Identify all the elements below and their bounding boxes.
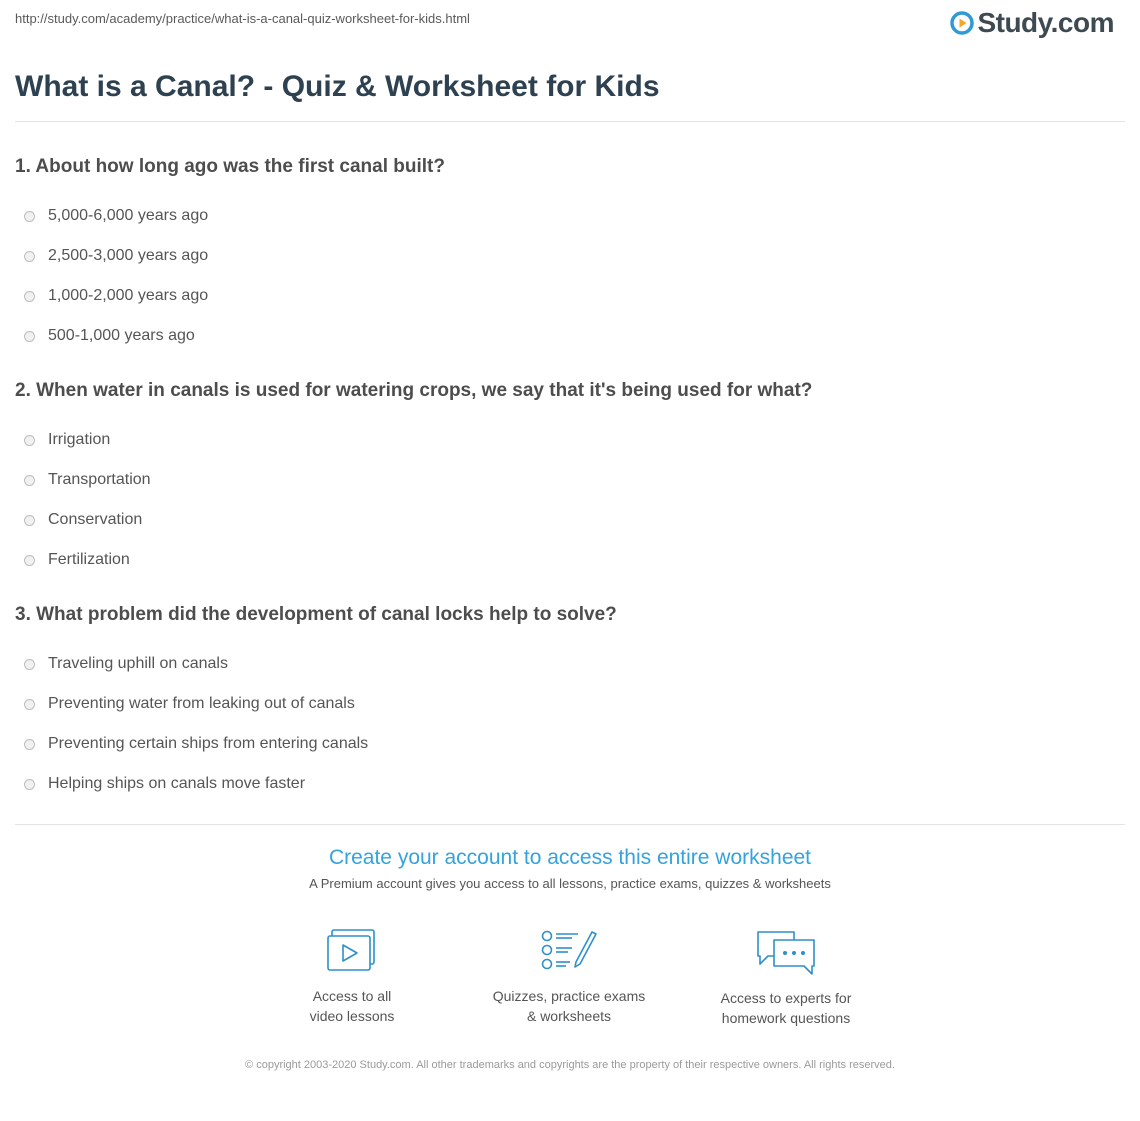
- answer-option[interactable]: [15, 764, 1125, 804]
- question-3: [15, 602, 1125, 804]
- answer-option[interactable]: [15, 724, 1125, 764]
- chat-experts-icon: [754, 928, 818, 976]
- answer-label: Helping ships on canals move faster: [48, 775, 306, 792]
- answer-label: Preventing water from leaking out of canals: [48, 695, 355, 712]
- answer-option[interactable]: [15, 644, 1125, 684]
- radio-button[interactable]: [24, 331, 35, 342]
- answer-option[interactable]: [15, 420, 1125, 460]
- radio-button[interactable]: [24, 699, 35, 710]
- feature-label: Access to experts for homework questions: [720, 990, 852, 1026]
- answer-option[interactable]: [15, 500, 1125, 540]
- video-lessons-icon: [326, 928, 378, 974]
- radio-button[interactable]: [24, 779, 35, 790]
- radio-button[interactable]: [24, 739, 35, 750]
- answer-option[interactable]: [15, 276, 1125, 316]
- divider: [15, 824, 1125, 825]
- page-url: http://study.com/academy/practice/what-is-a-canal-quiz-worksheet-for-kids.html: [15, 11, 470, 26]
- question-text: 1. About how long ago was the first canal built?: [15, 156, 445, 177]
- answer-options: [15, 420, 1125, 580]
- play-circle-icon: [950, 11, 974, 35]
- radio-button[interactable]: [24, 291, 35, 302]
- question-text: 3. What problem did the development of canal locks help to solve?: [15, 604, 617, 625]
- answer-label: Fertilization: [48, 551, 130, 568]
- answer-label: 5,000-6,000 years ago: [48, 207, 209, 224]
- feature-experts: [686, 928, 886, 1028]
- radio-button[interactable]: [24, 435, 35, 446]
- answer-option[interactable]: [15, 540, 1125, 580]
- answer-option[interactable]: [15, 460, 1125, 500]
- answer-label: Preventing certain ships from entering canals: [48, 735, 369, 752]
- divider: [15, 121, 1125, 122]
- radio-button[interactable]: [24, 475, 35, 486]
- signup-cta: [0, 846, 1140, 891]
- answer-label: Irrigation: [48, 431, 111, 448]
- answer-label: Traveling uphill on canals: [48, 655, 228, 672]
- answer-option[interactable]: [15, 316, 1125, 356]
- question-1: [15, 154, 1125, 356]
- radio-button[interactable]: [24, 659, 35, 670]
- answer-option[interactable]: [15, 236, 1125, 276]
- answer-label: Transportation: [48, 471, 151, 488]
- answer-label: Conservation: [48, 511, 143, 528]
- answer-label: 2,500-3,000 years ago: [48, 247, 209, 264]
- quiz-checklist-icon: [540, 928, 598, 974]
- answer-options: [15, 644, 1125, 804]
- question-text: 2. When water in canals is used for watering crops, we say that it's being used for what?: [15, 380, 813, 401]
- study-logo[interactable]: [950, 7, 1114, 39]
- radio-button[interactable]: [24, 211, 35, 222]
- feature-label: Quizzes, practice exams & worksheets: [492, 988, 646, 1024]
- cta-subtitle: A Premium account gives you access to all lessons, practice exams, quizzes & worksheets: [309, 876, 831, 891]
- radio-button[interactable]: [24, 515, 35, 526]
- answer-option[interactable]: [15, 196, 1125, 236]
- feature-video-lessons: [252, 928, 452, 1026]
- create-account-link[interactable]: Create your account to access this entire worksheet: [328, 846, 812, 869]
- answer-options: [15, 196, 1125, 356]
- feature-quizzes: [469, 928, 669, 1026]
- radio-button[interactable]: [24, 251, 35, 262]
- page-title: What is a Canal? - Quiz & Worksheet for Kids: [15, 70, 660, 103]
- copyright-notice: © copyright 2003-2020 Study.com. All other trademarks and copyrights are the property of their respective owners. All rights reserved.: [245, 1059, 895, 1071]
- answer-option[interactable]: [15, 684, 1125, 724]
- question-2: [15, 378, 1125, 580]
- answer-label: 500-1,000 years ago: [48, 327, 195, 344]
- answer-label: 1,000-2,000 years ago: [48, 287, 209, 304]
- feature-label: Access to all video lessons: [309, 988, 395, 1024]
- radio-button[interactable]: [24, 555, 35, 566]
- logo-text: Study.com: [977, 7, 1114, 38]
